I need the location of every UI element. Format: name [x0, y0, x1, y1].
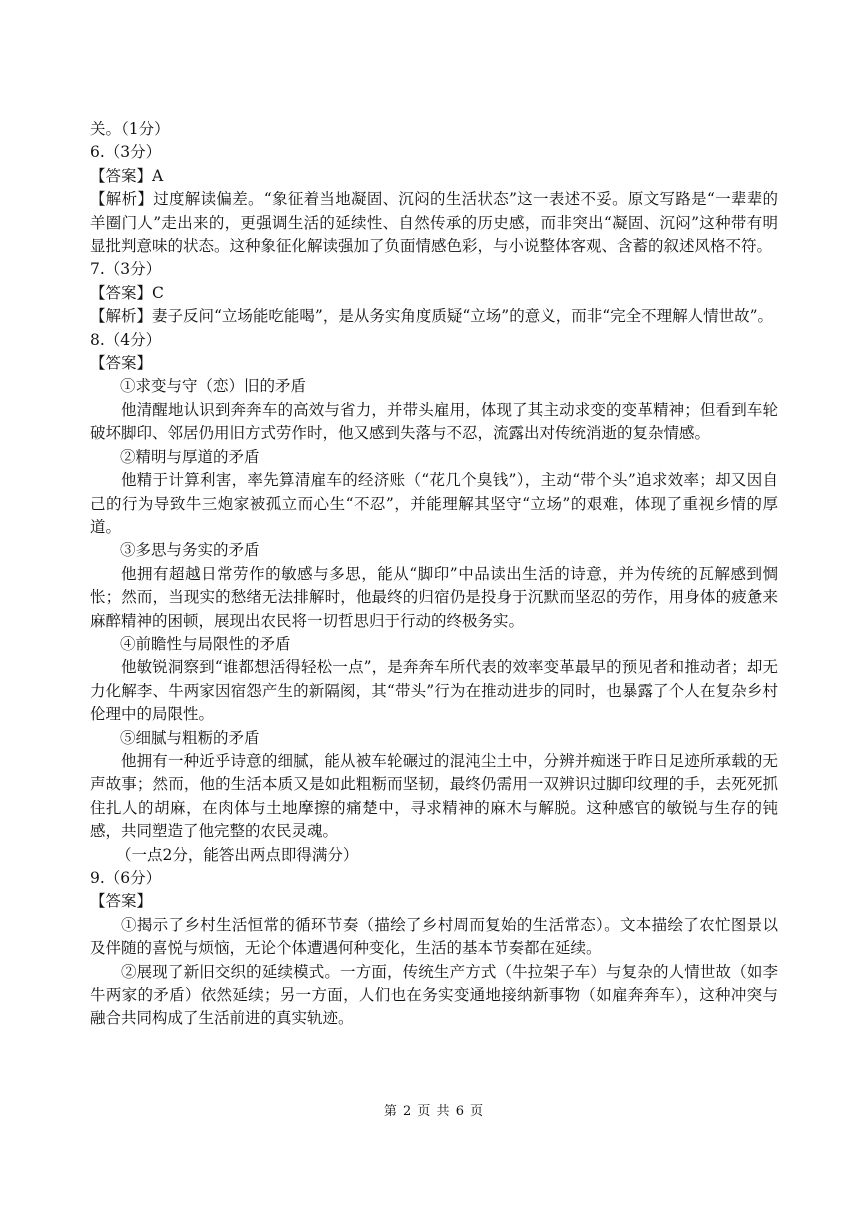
- point-5-body: 他拥有一种近乎诗意的细腻，能从被车轮碾过的混沌尘土中，分辨并痴迷于昨日足迹所承载的无声故事；然而，他的生活本质又是如此粗粝而坚韧，最终仍需用一双辨识过脚印纹理的手，去死死抓住扎人的胡麻，在肉体与土地摩擦的痛楚中，寻求精神的麻木与解脱。这种感官的敏锐与生存的钝感，共同塑造了他完整的农民灵魂。: [90, 751, 778, 841]
- scoring-note: （一点2分，能答出两点即得满分）: [116, 845, 359, 864]
- question-9-answer-label: 【答案】: [90, 892, 153, 911]
- question-8-heading: 8.（4分）: [90, 330, 162, 349]
- question-9-heading: 9.（6分）: [90, 869, 162, 887]
- question-9-point-1: ①揭示了乡村生活恒常的循环节奏（描绘了乡村周而复始的生活常态）。文本描绘了农忙图景以及伴随的喜悦与烦恼，无论个体遭遇何种变化，生活的基本节奏都在延续。: [90, 915, 778, 958]
- point-3-body: 他拥有超越日常劳作的敏感与多思，能从“脚印”中品读出生活的诗意，并为传统的瓦解感到惆怅；然而，当现实的愁绪无法排解时，他最终的归宿仍是投身于沉默而坚忍的劳作，用身体的疲惫来麻醉精神的困顿，展现出农民将一切哲思归于行动的终极务实。: [90, 564, 778, 630]
- question-6-analysis: 【解析】过度解读偏差。“象征着当地凝固、沉闷的生活状态”这一表述不妥。原文写路是“一辈辈的羊圈门人”走出来的，更强调生活的延续性、自然传承的历史感，而非突出“凝固、沉闷”这种带有明显批判意味的状态。这种象征化解读强加了负面情感色彩，与小说整体客观、含蓄的叙述风格不符。: [90, 190, 778, 256]
- text-line: 关。（1分）: [90, 120, 170, 138]
- page-footer: 第 2 页 共 6 页: [383, 1104, 485, 1119]
- question-7-analysis: 【解析】妻子反问“立场能吃能喝”，是从务实角度质疑“立场”的意义，而非“完全不理解人情世故”。: [90, 307, 774, 326]
- question-6-heading: 6.（3分）: [90, 143, 162, 162]
- point-1-title: ①求变与守（恋）旧的矛盾: [120, 377, 307, 396]
- question-9-point-2: ②展现了新旧交织的延续模式。一方面，传统生产方式（牛拉架子车）与复杂的人情世故（如李牛两家的矛盾）依然延续；另一方面，人们也在务实变通地接纳新事物（如雇奔奔车），这种冲突与融合共同构成了生活前进的真实轨迹。: [90, 962, 778, 1028]
- question-6-answer: 【答案】A: [90, 166, 164, 185]
- point-4-body: 他敏锐洞察到“谁都想活得轻松一点”，是奔奔车所代表的效率变革最早的预见者和推动者；却无力化解李、牛两家因宿怨产生的新隔阂，其“带头”行为在推动进步的同时，也暴露了个人在复杂乡村伦理中的局限性。: [90, 658, 778, 724]
- question-8-answer-label: 【答案】: [90, 354, 153, 373]
- point-5-title: ⑤细腻与粗粝的矛盾: [120, 728, 260, 747]
- point-2-title: ②精明与厚道的矛盾: [120, 447, 260, 466]
- document-body: [90, 118, 778, 1031]
- point-4-title: ④前瞻性与局限性的矛盾: [120, 634, 291, 653]
- point-2-body: 他精于计算利害，率先算清雇车的经济账（“花几个臭钱”），主动“带个头”追求效率；却又因自己的行为导致牛三炮家被孤立而心生“不忍”，并能理解其坚守“立场”的艰难，体现了重视乡情的厚道。: [90, 471, 778, 536]
- question-7-heading: 7.（3分）: [90, 260, 162, 279]
- question-7-answer: 【答案】C: [90, 283, 164, 302]
- point-1-body: 他清醒地认识到奔奔车的高效与省力，并带头雇用，体现了其主动求变的变革精神；但看到车轮破坏脚印、邻居仍用旧方式劳作时，他又感到失落与不忍，流露出对传统消逝的复杂情感。: [90, 400, 778, 443]
- point-3-title: ③多思与务实的矛盾: [120, 541, 260, 560]
